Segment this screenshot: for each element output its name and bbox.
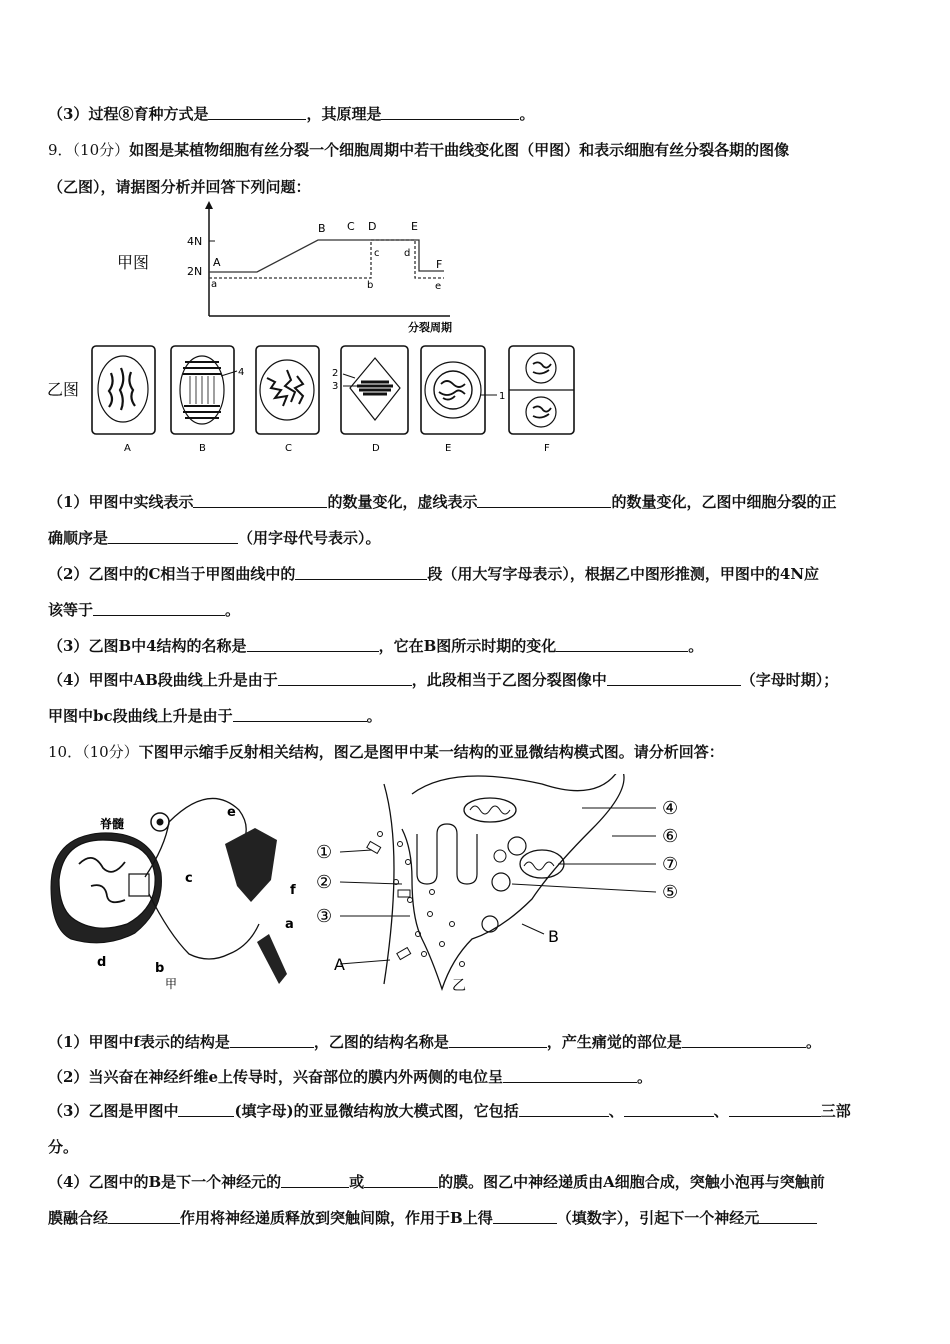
spinal-cord-inner [59,840,155,928]
ganglion-nucleus [157,819,164,826]
daughter-nucleus [526,397,556,427]
q9-part4-line1: （4）甲图中AB段曲线上升是由于 ，此段相当于乙图分裂图像中 （字母时期）； [48,671,839,689]
chromosomes [357,382,393,394]
label-circled-6: ⑥ [662,826,679,847]
label-A: A [334,955,345,974]
dotted-label-e: e [435,281,442,292]
callout-4: 4 [238,367,245,378]
panel-label-E: E [445,443,452,454]
dotted-label-a: a [211,279,218,290]
point-label-F: F [436,258,443,271]
callout-line [522,924,544,934]
label-d: d [97,955,107,970]
answer-blank[interactable] [295,564,427,580]
nucleus [434,371,472,409]
label-b: b [155,961,165,976]
q10-number: 10． [48,743,83,761]
label-circled-2: ② [316,872,333,893]
answer-blank[interactable] [503,1067,637,1083]
q9-part4-line2: 甲图中bc段曲线上升是由于 。 [48,707,382,725]
q10-part1: （1）甲图中f表示的结构是 ，乙图的结构名称是 ，产生痛觉的部位是 。 [48,1033,821,1051]
q8-part3-num: （3） [48,105,89,123]
synaptic-vesicle [482,916,498,932]
label-circled-5: ⑤ [662,882,679,903]
callout-3: 3 [332,381,339,392]
receptor-icon [398,890,410,897]
answer-blank[interactable] [230,1032,314,1048]
q9-part2-line1: （2）乙图中的C相当于甲图曲线中的 段（用大写字母表示），根据乙中图形推测，甲图中的4N应 [48,565,820,583]
label-circled-4: ④ [662,798,679,819]
answer-blank[interactable] [108,1208,180,1224]
q10-part2: （2）当兴奋在神经纤维e上传导时，兴奋部位的膜内外两侧的电位呈 。 [48,1068,652,1086]
jia-figure-label: 甲图 [117,253,150,272]
q10-part3-line1: （3）乙图是甲图中 (填字母)的亚显微结构放大模式图，它包括 、 、 三部 [48,1102,851,1120]
dotted-label-d: d [404,248,411,259]
label-f: f [290,883,296,898]
callout-line [340,850,372,852]
q9-part1-line2: 确顺序是 （用字母代号表示）。 [48,529,381,547]
answer-blank[interactable] [519,1101,609,1117]
x-axis-label: 分裂周期 [408,321,452,334]
chromosomes [109,368,135,410]
mitochondria-cristae [524,862,554,870]
answer-blank[interactable] [607,670,741,686]
answer-blank[interactable] [233,706,367,722]
panel-label-A: A [124,443,131,454]
cell-outline [260,360,314,420]
q9-figure-jia [105,200,475,336]
panel-label-D: D [372,443,380,454]
y-axis-arrow [205,201,213,209]
label-c: c [185,871,193,886]
answer-blank[interactable] [364,1172,438,1188]
yi-figure-label: 乙图 [47,380,80,399]
label-a: a [285,917,294,932]
callout-1: 1 [499,391,506,402]
answer-blank[interactable] [281,1172,349,1188]
answer-blank[interactable] [381,104,519,120]
q9-part3: （3）乙图B中4结构的名称是 ，它在B图所示时期的变化 。 [48,637,704,655]
q9-part2-line2: 该等于 。 [48,601,241,619]
label-circled-7: ⑦ [662,854,679,875]
answer-blank[interactable] [278,670,412,686]
point-label-A: A [213,256,221,269]
q10-part4-line1: （4）乙图中的B是下一个神经元的 或 的膜。图乙中神经递质由A细胞合成，突触小泡再与突触前 [48,1173,825,1191]
answer-blank[interactable] [682,1032,806,1048]
answer-blank[interactable] [93,600,225,616]
answer-blank[interactable] [624,1101,714,1117]
q9-stem-line1: 9．（10分）如图是某植物细胞有丝分裂一个细胞周期中若干曲线变化图（甲图）和表示细胞有丝分裂各期的图像 [48,141,790,159]
chromatin [439,381,465,400]
answer-blank[interactable] [759,1208,817,1224]
answer-blank[interactable] [449,1032,547,1048]
cell-panel-C [256,346,319,434]
mitochondria-icon [520,850,564,878]
synaptic-vesicle [492,873,510,891]
point-label-D: D [368,220,377,233]
y-tick-2n: 2N [187,265,203,278]
answer-blank[interactable] [247,636,379,652]
y-tick-4n: 4N [187,235,203,248]
cell-panel-A [92,346,155,434]
vesicle-small [494,850,506,862]
callout-line [340,882,402,884]
spinal-cord-label: 脊髓 [100,817,125,831]
cell-panel-E [421,346,485,434]
answer-blank[interactable] [477,492,611,508]
q9-part1-line1: （1）甲图中实线表示 的数量变化，虚线表示 的数量变化，乙图中细胞分裂的正 [48,493,837,511]
chromosomes [267,370,303,406]
callout-2: 2 [332,368,339,379]
dotted-label-b: b [367,280,374,291]
figure-caption-yi: 乙 [452,978,466,994]
answer-blank[interactable] [178,1101,234,1117]
membrane-folds [417,824,477,884]
panel-label-F: F [544,443,550,454]
receptor-skin-f [225,828,277,902]
q10-figure-jia [45,782,315,1000]
q9-number: 9． [48,141,73,159]
callout-line [343,374,355,378]
point-label-C: C [347,220,355,233]
figure-caption-jia: 甲 [165,977,178,991]
callout-line [512,884,656,892]
receptor-icon [367,841,381,853]
q10-figure-yi [312,774,702,996]
q10-part4-line2: 膜融合经 作用将神经递质释放到突触间隙，作用于B上得 （填数字），引起下一个神经元 [48,1208,908,1228]
efferent-fiber [149,894,259,959]
dotted-label-c: c [374,248,380,259]
panel-label-C: C [285,443,292,454]
label-circled-3: ③ [316,906,333,927]
answer-blank[interactable] [108,528,238,544]
answer-blank[interactable] [193,492,327,508]
answer-blank[interactable] [556,636,688,652]
q9-score: （10分） [72,141,130,159]
q10-stem: 10．（10分）下图甲示缩手反射相关结构，图乙是图甲中某一结构的亚显微结构模式图。请分析回答： [48,743,724,761]
label-B: B [548,927,559,946]
q9-stem-line2: （乙图），请据图分析并回答下列问题： [48,178,311,196]
point-label-B: B [318,222,326,235]
receptor-icon [397,948,411,960]
label-circled-1: ① [316,842,333,863]
daughter-nucleus [526,353,556,383]
label-e: e [227,805,236,820]
q10-score: （10分） [82,743,139,761]
answer-blank[interactable] [729,1101,821,1117]
q10-part3-line2: 分。 [48,1138,79,1156]
callout-line [340,960,390,964]
q8-part3: （3）过程⑧育种方式是 ，其原理是 。 [48,105,535,123]
spindle-fibers [190,376,214,404]
point-label-E: E [411,220,418,233]
mitochondria-cristae [470,806,510,814]
answer-blank[interactable] [493,1208,557,1224]
synaptic-vesicle [508,837,526,855]
q9-figure-yi [45,338,580,456]
effector-muscle-a [257,934,287,984]
answer-blank[interactable] [208,104,306,120]
cell-outline [98,356,148,422]
panel-label-B: B [199,443,206,454]
neurotransmitter-dots [378,832,465,967]
